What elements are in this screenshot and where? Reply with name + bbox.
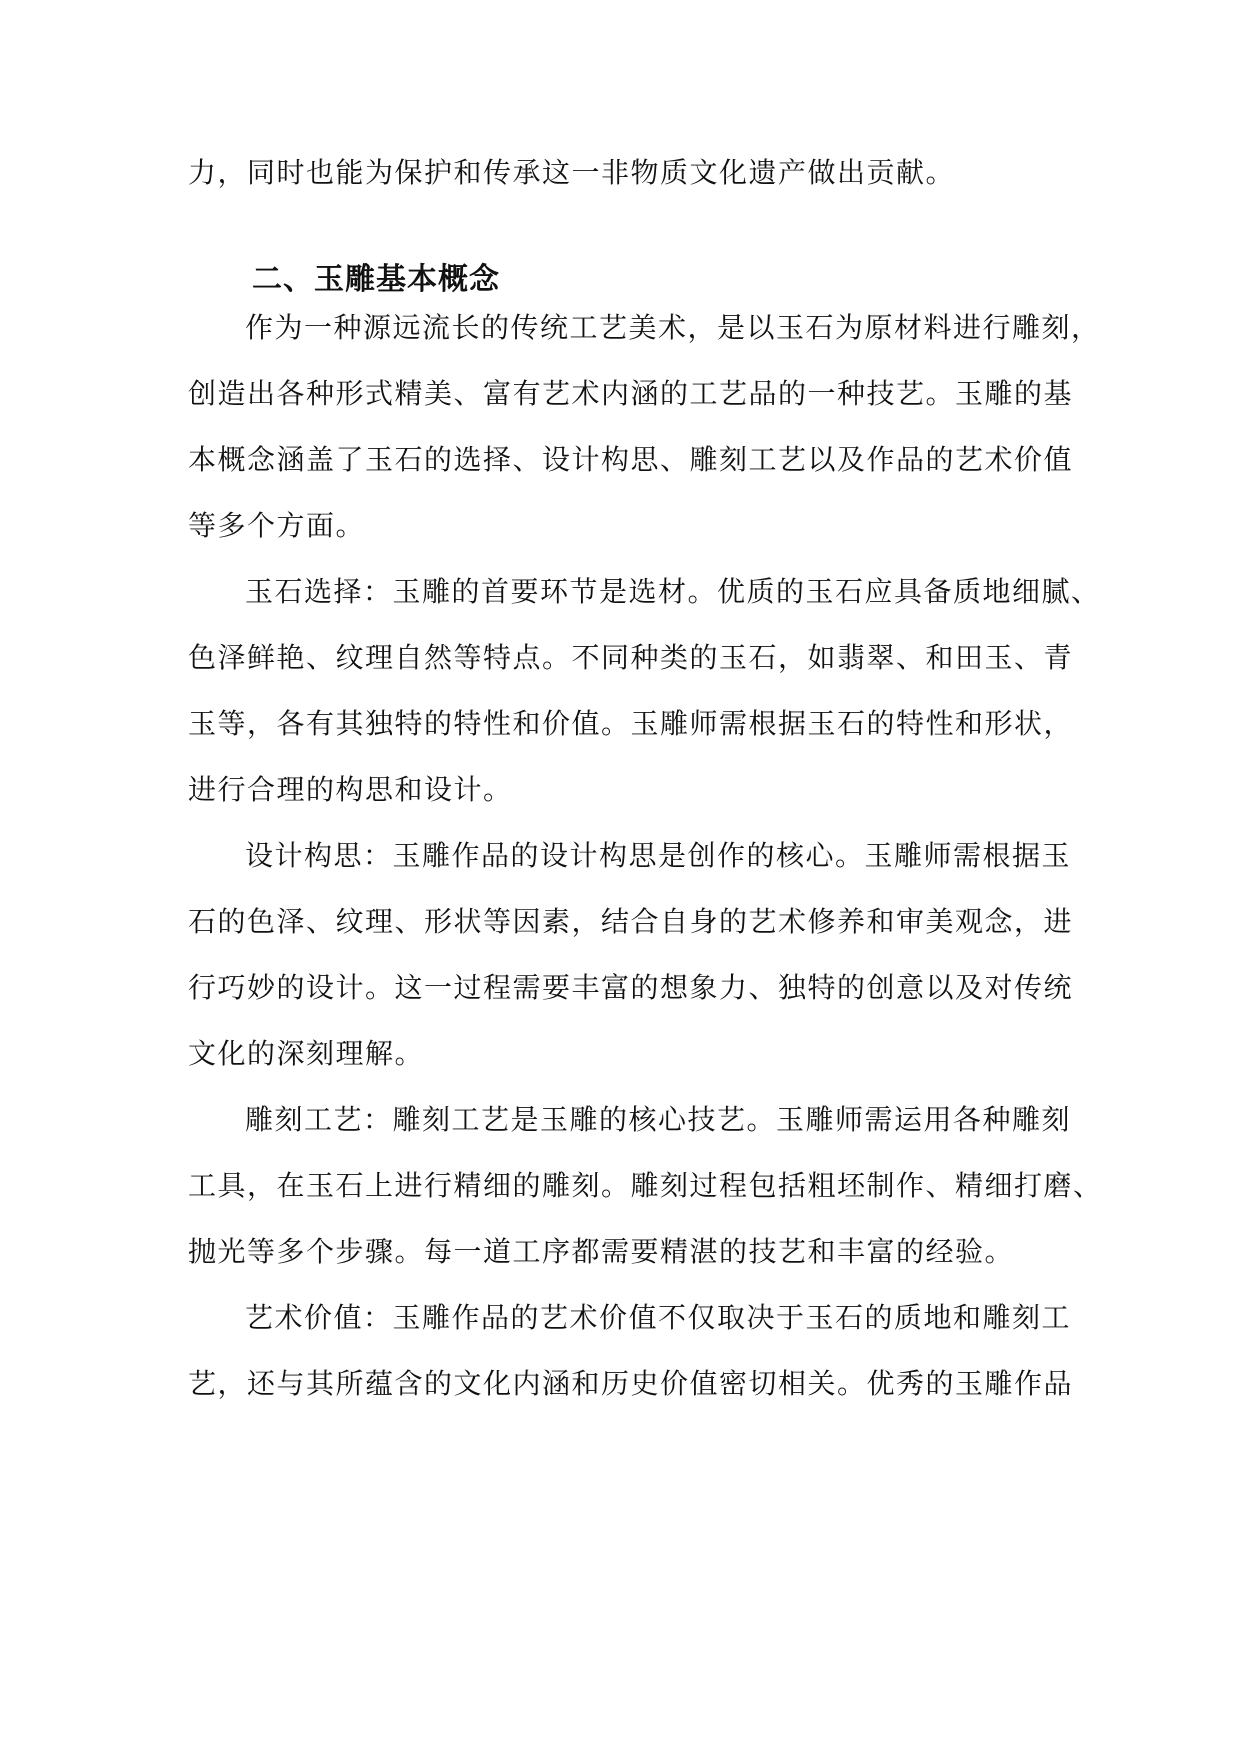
paragraph-line: 艺，还与其所蕴含的文化内涵和历史价值密切相关。优秀的玉雕作品 [188,1367,1074,1400]
section-heading: 二、玉雕基本概念 [252,262,500,297]
paragraph-line: 抛光等多个步骤。每一道工序都需要精湛的技艺和丰富的经验。 [188,1235,1015,1268]
paragraph-line: 石的色泽、纹理、形状等因素，结合自身的艺术修养和审美观念，进 [188,905,1074,938]
continuation-line: 力，同时也能为保护和传承这一非物质文化遗产做出贡献。 [188,156,956,189]
paragraph-line: 文化的深刻理解。 [188,1037,425,1070]
paragraph-line: 创造出各种形式精美、富有艺术内涵的工艺品的一种技艺。玉雕的基 [188,377,1074,410]
paragraph-line: 进行合理的构思和设计。 [188,773,513,806]
paragraph-line: 本概念涵盖了玉石的选择、设计构思、雕刻工艺以及作品的艺术价值 [188,443,1074,476]
paragraph-line: 色泽鲜艳、纹理自然等特点。不同种类的玉石，如翡翠、和田玉、青 [188,641,1074,674]
paragraph-line: 玉石选择：玉雕的首要环节是选材。优质的玉石应具备质地细腻、 [245,575,1101,608]
paragraph-line: 等多个方面。 [188,509,366,542]
paragraph-line: 工具，在玉石上进行精细的雕刻。雕刻过程包括粗坯制作、精细打磨、 [188,1169,1103,1202]
paragraph-line: 设计构思：玉雕作品的设计构思是创作的核心。玉雕师需根据玉 [245,839,1072,872]
paragraph-line: 行巧妙的设计。这一过程需要丰富的想象力、独特的创意以及对传统 [188,971,1074,1004]
paragraph-line: 作为一种源远流长的传统工艺美术，是以玉石为原材料进行雕刻， [245,311,1101,344]
paragraph-line: 雕刻工艺：雕刻工艺是玉雕的核心技艺。玉雕师需运用各种雕刻 [245,1103,1072,1136]
paragraph-line: 玉等，各有其独特的特性和价值。玉雕师需根据玉石的特性和形状， [188,707,1074,740]
paragraph-line: 艺术价值：玉雕作品的艺术价值不仅取决于玉石的质地和雕刻工 [245,1301,1072,1334]
